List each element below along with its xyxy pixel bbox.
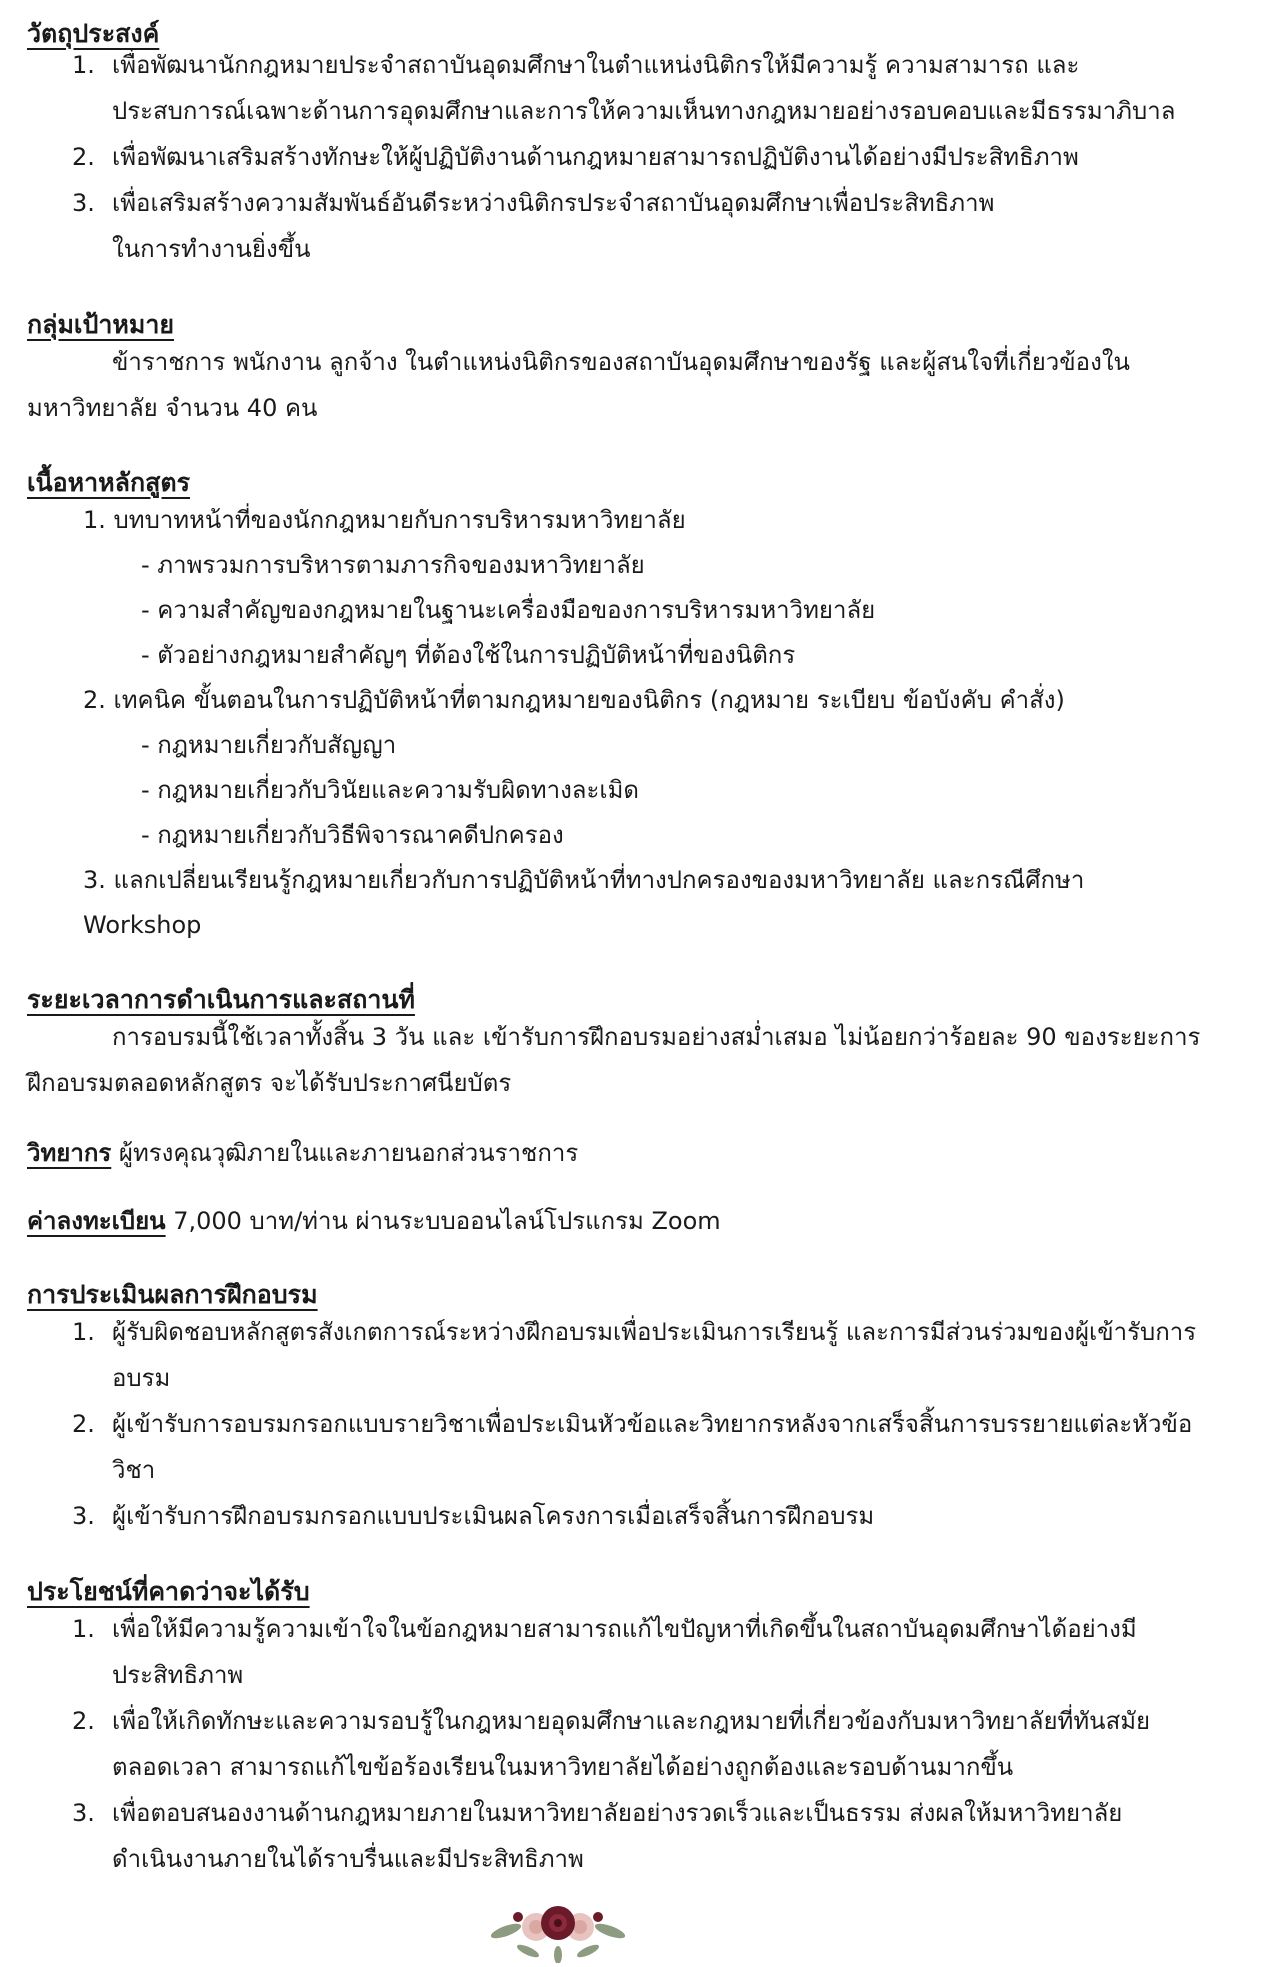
content-item-1: 1. บทบาทหน้าที่ของนักกฎหมายกับการบริหารมหาวิทยาลัย: [83, 506, 686, 534]
evaluation-3-num: 3.: [72, 1502, 95, 1530]
evaluation-title: การประเมินผลการฝึกอบรม: [27, 1280, 318, 1309]
benefit-3-line-1: เพื่อตอบสนองงานด้านกฎหมายภายในมหาวิทยาลัยอย่างรวดเร็วและเป็นธรรม ส่งผลให้มหาวิทยาลัย: [112, 1799, 1123, 1827]
content-sub-1-3: - ตัวอย่างกฎหมายสำคัญๆ ที่ต้องใช้ในการปฏิบัติหน้าที่ของนิติกร: [141, 641, 796, 669]
content-sub-2-1: - กฎหมายเกี่ยวกับสัญญา: [141, 731, 397, 759]
duration-line-2: ฝึกอบรมตลอดหลักสูตร จะได้รับประกาศนียบัตร: [27, 1069, 512, 1097]
benefit-1-line-2: ประสิทธิภาพ: [112, 1661, 244, 1689]
flower-group: [513, 1906, 603, 1941]
benefits-title: ประโยชน์ที่คาดว่าจะได้รับ: [27, 1577, 310, 1606]
objective-3-line-2: ในการทำงานยิ่งขึ้น: [112, 235, 311, 263]
benefit-2-line-1: เพื่อให้เกิดทักษะและความรอบรู้ในกฎหมายอุดมศึกษาและกฎหมายที่เกี่ยวข้องกับมหาวิทยาลัยที่ทันสมัย: [112, 1707, 1151, 1735]
floral-ornament-icon: [488, 1893, 628, 1963]
evaluation-1-line-2: อบรม: [112, 1364, 171, 1392]
benefit-3-line-2: ดำเนินงานภายในได้ราบรื่นและมีประสิทธิภาพ: [112, 1845, 584, 1873]
objective-1-num: 1.: [72, 51, 95, 79]
objective-1-line-2: ประสบการณ์เฉพาะด้านการอุดมศึกษาและการให้ความเห็นทางกฎหมายอย่างรอบคอบและมีธรรมาภิบาล: [112, 97, 1176, 125]
benefit-3-num: 3.: [72, 1799, 95, 1827]
content-title: เนื้อหาหลักสูตร: [27, 468, 191, 497]
speakers-title: วิทยากร: [27, 1139, 112, 1167]
content-sub-2-3: - กฎหมายเกี่ยวกับวิธีพิจารณาคดีปกครอง: [141, 821, 564, 849]
objective-3-num: 3.: [72, 189, 95, 217]
evaluation-2-line-2: วิชา: [112, 1456, 156, 1484]
benefit-1-num: 1.: [72, 1615, 95, 1643]
evaluation-2-line-1: ผู้เข้ารับการอบรมกรอกแบบรายวิชาเพื่อประเมินหัวข้อและวิทยากรหลังจากเสร็จสิ้นการบรรยายแต่ละหัวข้อ: [112, 1410, 1193, 1438]
speakers-text: ผู้ทรงคุณวุฒิภายในและภายนอกส่วนราชการ: [118, 1139, 579, 1167]
objective-2-num: 2.: [72, 143, 95, 171]
content-sub-1-2: - ความสำคัญของกฎหมายในฐานะเครื่องมือของการบริหารมหาวิทยาลัย: [141, 596, 876, 624]
content-sub-2-2: - กฎหมายเกี่ยวกับวินัยและความรับผิดทางละเมิด: [141, 776, 639, 804]
duration-title: ระยะเวลาการดำเนินการและสถานที่: [27, 985, 415, 1014]
duration-line-1: การอบรมนี้ใช้เวลาทั้งสิ้น 3 วัน และ เข้ารับการฝึกอบรมอย่างสม่ำเสมอ ไม่น้อยกว่าร้อยละ 90 ของระยะการ: [112, 1023, 1201, 1051]
fee-text: 7,000 บาท/ท่าน ผ่านระบบออนไลน์โปรแกรม Zoom: [173, 1207, 721, 1235]
content-item-3-cont: Workshop: [83, 911, 202, 939]
evaluation-1-num: 1.: [72, 1318, 95, 1346]
benefit-2-num: 2.: [72, 1707, 95, 1735]
benefit-2-line-2: ตลอดเวลา สามารถแก้ไขข้อร้องเรียนในมหาวิทยาลัยได้อย่างถูกต้องและรอบด้านมากขึ้น: [112, 1753, 1014, 1781]
objective-2-line-1: เพื่อพัฒนาเสริมสร้างทักษะให้ผู้ปฏิบัติงานด้านกฎหมายสามารถปฏิบัติงานได้อย่างมีประสิทธิภาพ: [112, 143, 1079, 171]
evaluation-2-num: 2.: [72, 1410, 95, 1438]
evaluation-1-line-1: ผู้รับผิดชอบหลักสูตรสังเกตการณ์ระหว่างฝึกอบรมเพื่อประเมินการเรียนรู้ และการมีส่วนร่วมของผู้เข้ารับการ: [112, 1318, 1197, 1346]
evaluation-3-line-1: ผู้เข้ารับการฝึกอบรมกรอกแบบประเมินผลโครงการเมื่อเสร็จสิ้นการฝึกอบรม: [112, 1502, 875, 1530]
target-line-1: ข้าราชการ พนักงาน ลูกจ้าง ในตำแหน่งนิติกรของสถาบันอุดมศึกษาของรัฐ และผู้สนใจที่เกี่ยวข้องใน: [112, 348, 1130, 376]
objective-1-line-1: เพื่อพัฒนานักกฎหมายประจำสถาบันอุดมศึกษาในตำแหน่งนิติกรให้มีความรู้ ความสามารถ และ: [112, 51, 1080, 79]
target-line-2: มหาวิทยาลัย จำนวน 40 คน: [27, 394, 318, 422]
content-item-2: 2. เทคนิค ขั้นตอนในการปฏิบัติหน้าที่ตามกฎหมายของนิติกร (กฎหมาย ระเบียบ ข้อบังคับ คำสั่ง): [83, 686, 1065, 714]
benefit-1-line-1: เพื่อให้มีความรู้ความเข้าใจในข้อกฎหมายสามารถแก้ไขปัญหาที่เกิดขึ้นในสถาบันอุดมศึกษาได้อย่างมี: [112, 1615, 1137, 1643]
content-item-3: 3. แลกเปลี่ยนเรียนรู้กฎหมายเกี่ยวกับการปฏิบัติหน้าที่ทางปกครองของมหาวิทยาลัย และกรณีศึกษา: [83, 866, 1085, 894]
speakers-line: [27, 1141, 578, 1165]
objective-3-line-1: เพื่อเสริมสร้างความสัมพันธ์อันดีระหว่างนิติกรประจำสถาบันอุดมศึกษาเพื่อประสิทธิภาพ: [112, 189, 995, 217]
content-sub-1-1: - ภาพรวมการบริหารตามภารกิจของมหาวิทยาลัย: [141, 551, 645, 579]
objectives-title: วัตถุประสงค์: [27, 19, 160, 48]
fee-title: ค่าลงทะเบียน: [27, 1207, 166, 1235]
fee-line: [27, 1209, 721, 1233]
target-title: กลุ่มเป้าหมาย: [27, 310, 175, 339]
